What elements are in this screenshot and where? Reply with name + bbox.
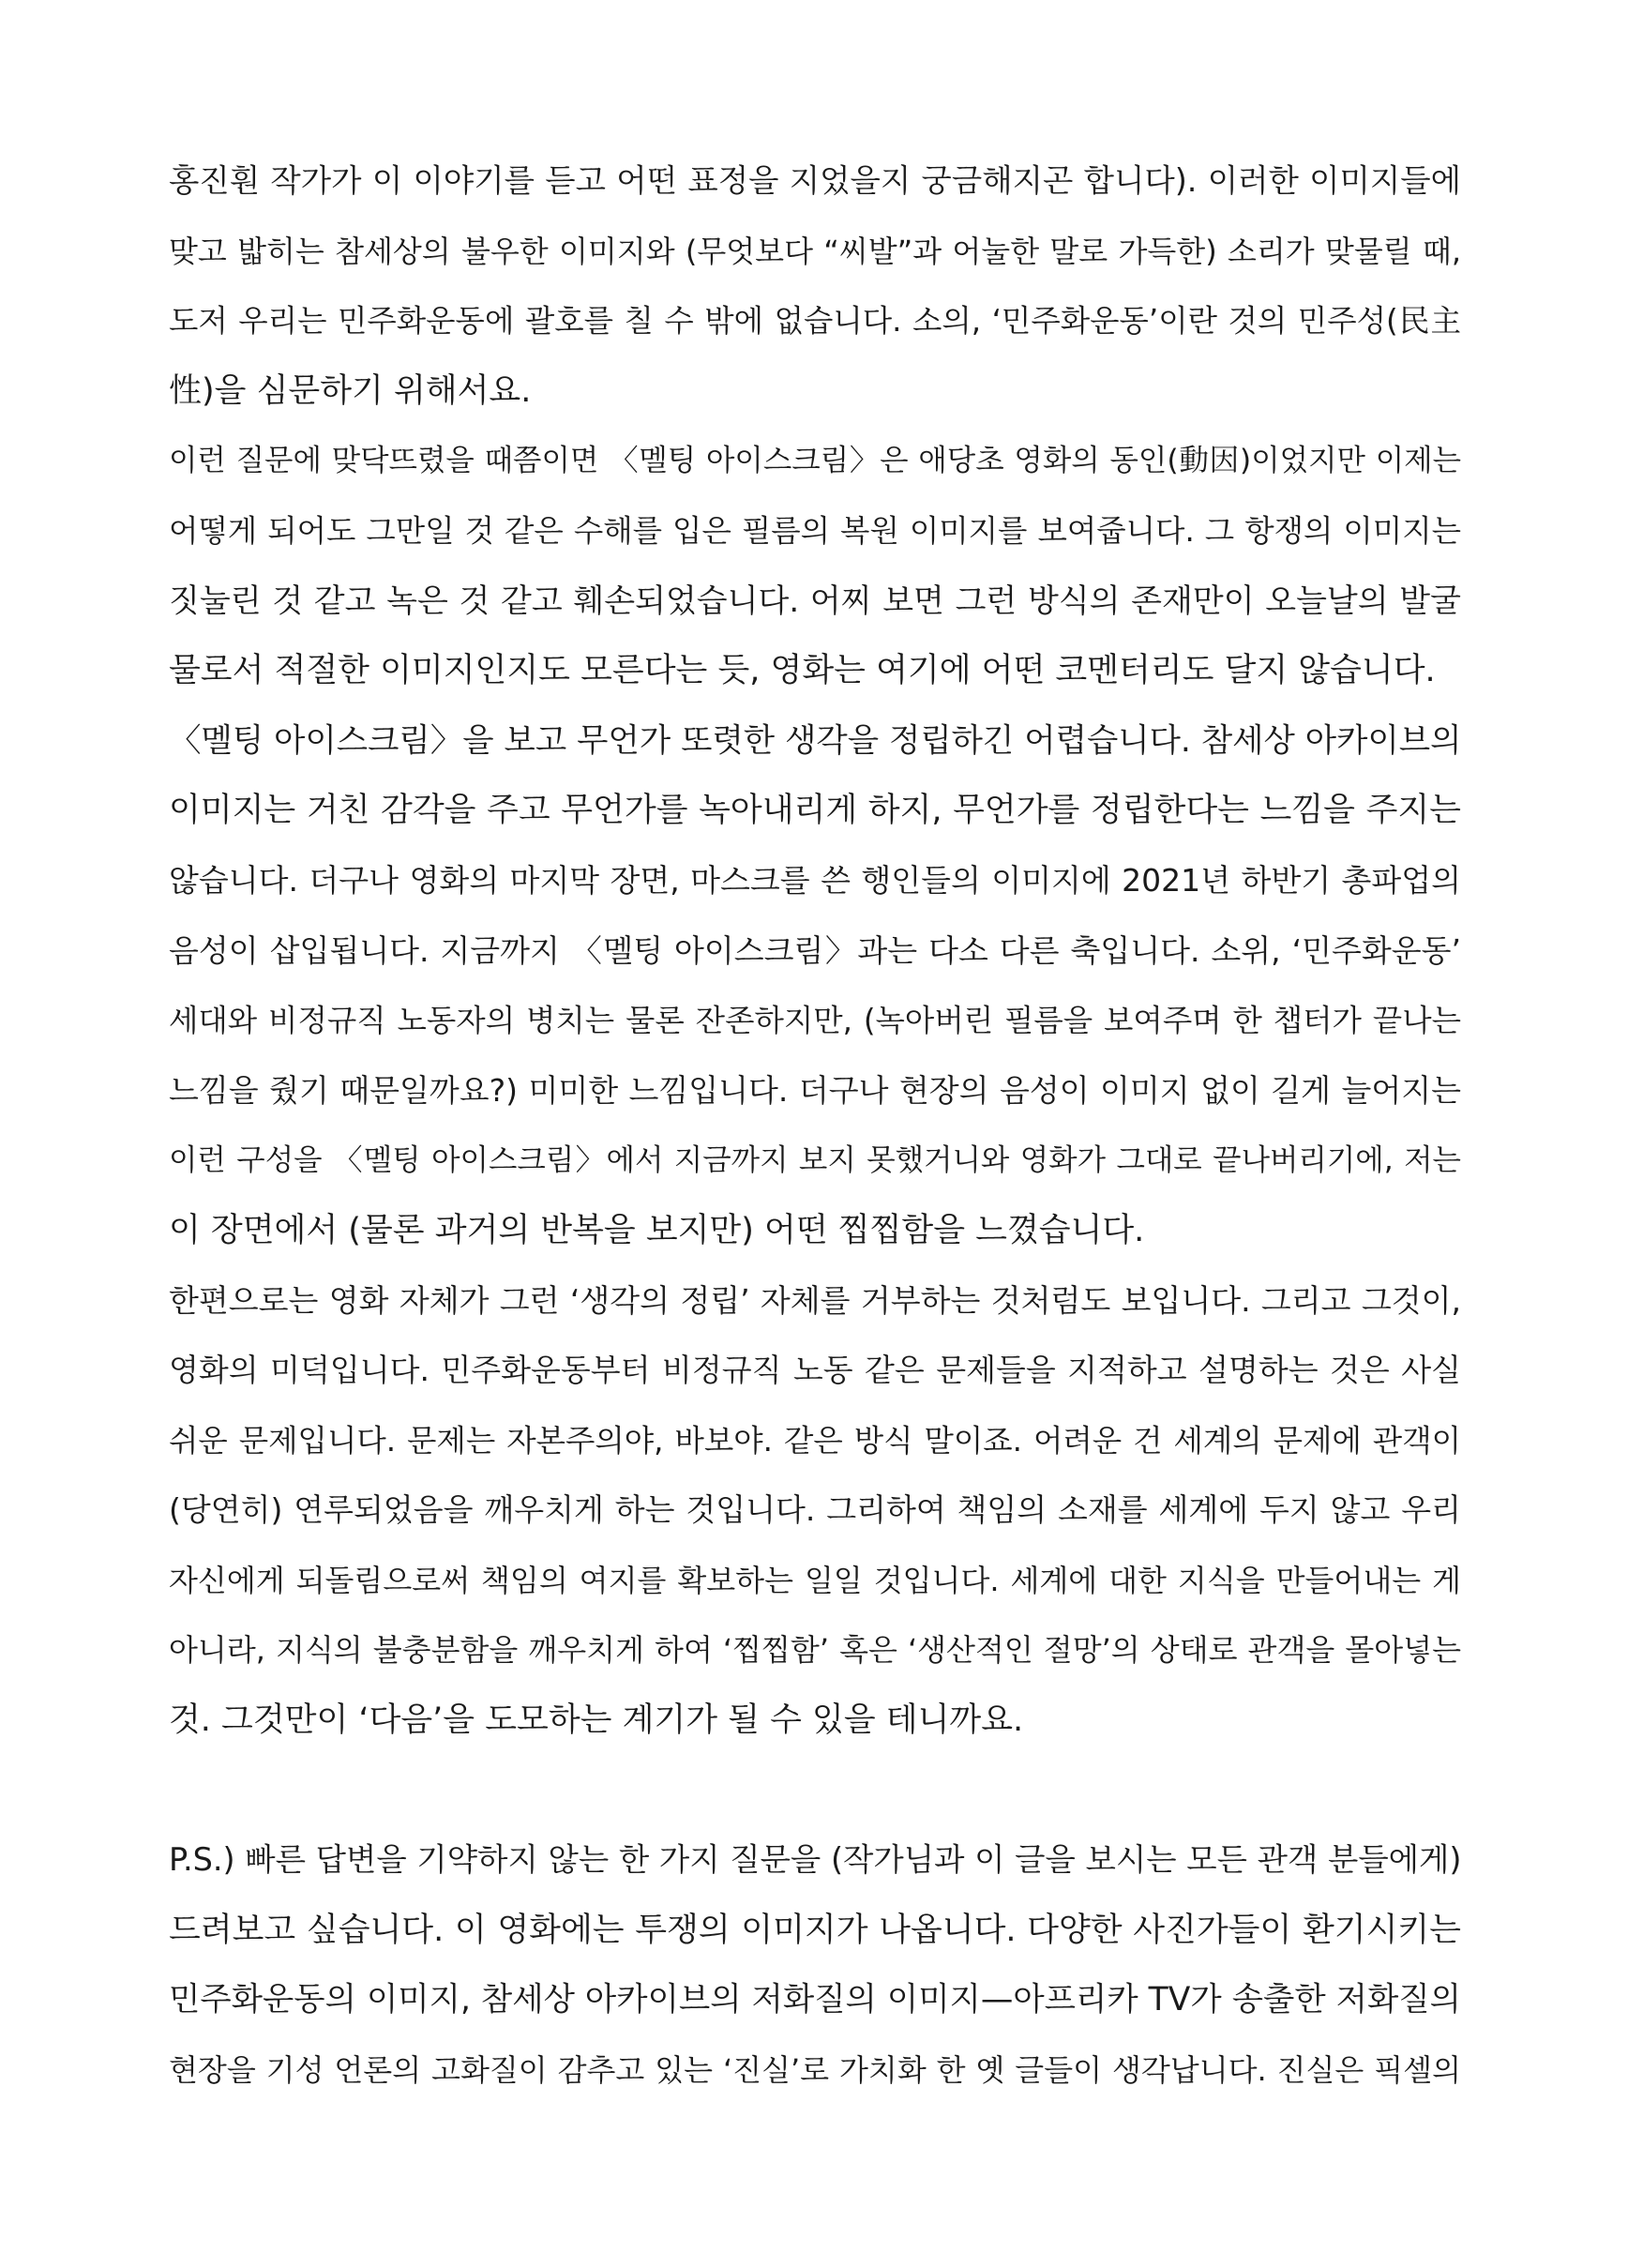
- text-line: 물로서 적절한 이미지인지도 모른다는 듯, 영화는 여기에 어떤 코멘터리도 달지 않습니다.: [169, 652, 1436, 690]
- text-line: 이런 질문에 맞닥뜨렸을 때쯤이면 〈멜팅 아이스크림〉은 애당초 영화의 동인(動因)이었지만 이제는: [169, 444, 1461, 478]
- text-line: 〈멜팅 아이스크림〉을 보고 무언가 또렷한 생각을 정립하긴 어렵습니다. 참세상 아카이브의: [169, 721, 1461, 760]
- paragraph: [169, 713, 1461, 1273]
- text-line: 세대와 비정규직 노동자의 병치는 물론 잔존하지만, (녹아버린 필름을 보여주며 한 챕터가 끝나는: [169, 1003, 1461, 1039]
- text-line: 이미지는 거친 감각을 주고 무언가를 녹아내리게 하지, 무언가를 정립한다는 느낌을 주지는: [169, 792, 1461, 830]
- text-line: 느낌을 줬기 때문일까요?) 미미한 느낌입니다. 더구나 현장의 음성이 이미지 없이 길게 늘어지는: [169, 1071, 1461, 1109]
- paragraph: [169, 432, 1461, 712]
- text-line: 것. 그것만이 ‘다음’을 도모하는 계기가 될 수 있을 테니까요.: [169, 1701, 1024, 1740]
- text-line: 어떻게 되어도 그만일 것 같은 수해를 입은 필름의 복원 이미지를 보여줍니다. 그 항쟁의 이미지는: [169, 512, 1461, 549]
- postscript: [169, 1832, 1461, 2111]
- text-line: 한편으로는 영화 자체가 그런 ‘생각의 정립’ 자체를 거부하는 것처럼도 보입니다. 그리고 그것이,: [169, 1281, 1461, 1319]
- text-line: 않습니다. 더구나 영화의 마지막 장면, 마스크를 쓴 행인들의 이미지에 2021년 하반기 총파업의: [169, 861, 1461, 899]
- text-line: 영화의 미덕입니다. 민주화운동부터 비정규직 노동 같은 문제들을 지적하고 설명하는 것은 사실: [169, 1352, 1461, 1389]
- paragraph: [169, 1273, 1461, 1762]
- text-line: 이 장면에서 (물론 과거의 반복을 보지만) 어떤 찝찝함을 느꼈습니다.: [169, 1211, 1145, 1249]
- text-line: 음성이 삽입됩니다. 지금까지 〈멜팅 아이스크림〉과는 다소 다른 축입니다. 소위, ‘민주화운동’: [169, 931, 1461, 969]
- text-line: 쉬운 문제입니다. 문제는 자본주의야, 바보야. 같은 방식 말이죠. 어려운 건 세계의 문제에 관객이: [169, 1422, 1461, 1459]
- document-body: [169, 153, 1461, 2112]
- text-line: 이런 구성을 〈멜팅 아이스크림〉에서 지금까지 보지 못했거니와 영화가 그대로 끝나버리기에, 저는: [169, 1143, 1461, 1178]
- paragraph-gap: [169, 1762, 1461, 1833]
- text-line: 현장을 기성 언론의 고화질이 감추고 있는 ‘진실’로 가치화 한 옛 글들이 생각납니다. 진실은 픽셀의: [169, 2052, 1461, 2089]
- text-line: 민주화운동의 이미지, 참세상 아카이브의 저화질의 이미지—아프리카 TV가 송출한 저화질의: [169, 1981, 1461, 2019]
- text-line: P.S.) 빠른 답변을 기약하지 않는 한 가지 질문을 (작가님과 이 글을 보시는 모든 관객 분들에게): [169, 1841, 1461, 1879]
- text-line: 자신에게 되돌림으로써 책임의 여지를 확보하는 일일 것입니다. 세계에 대한 지식을 만들어내는 게: [169, 1562, 1461, 1598]
- text-line: 짓눌린 것 같고 녹은 것 같고 훼손되었습니다. 어찌 보면 그런 방식의 존재만이 오늘날의 발굴: [169, 582, 1461, 620]
- text-line: 드려보고 싶습니다. 이 영화에는 투쟁의 이미지가 나옵니다. 다양한 사진가들이 환기시키는: [169, 1911, 1461, 1949]
- text-line: 性)을 심문하기 위해서요.: [169, 371, 532, 410]
- paragraph: [169, 153, 1461, 432]
- text-line: 도저 우리는 민주화운동에 괄호를 칠 수 밖에 없습니다. 소의, ‘민주화운동’이란 것의 민주성(民主: [169, 303, 1461, 340]
- text-line: 홍진훤 작가가 이 이야기를 듣고 어떤 표정을 지었을지 궁금해지곤 합니다). 이러한 이미지들에: [169, 162, 1461, 199]
- text-line: 아니라, 지식의 불충분함을 깨우치게 하여 ‘찝찝함’ 혹은 ‘생산적인 절망’의 상태로 관객을 몰아넣는: [169, 1632, 1461, 1669]
- text-line: (당연히) 연루되었음을 깨우치게 하는 것입니다. 그리하여 책임의 소재를 세계에 두지 않고 우리: [169, 1491, 1461, 1529]
- text-line: 맞고 밟히는 참세상의 불우한 이미지와 (무엇보다 “씨발”과 어눌한 말로 가득한) 소리가 맞물릴 때,: [169, 233, 1461, 269]
